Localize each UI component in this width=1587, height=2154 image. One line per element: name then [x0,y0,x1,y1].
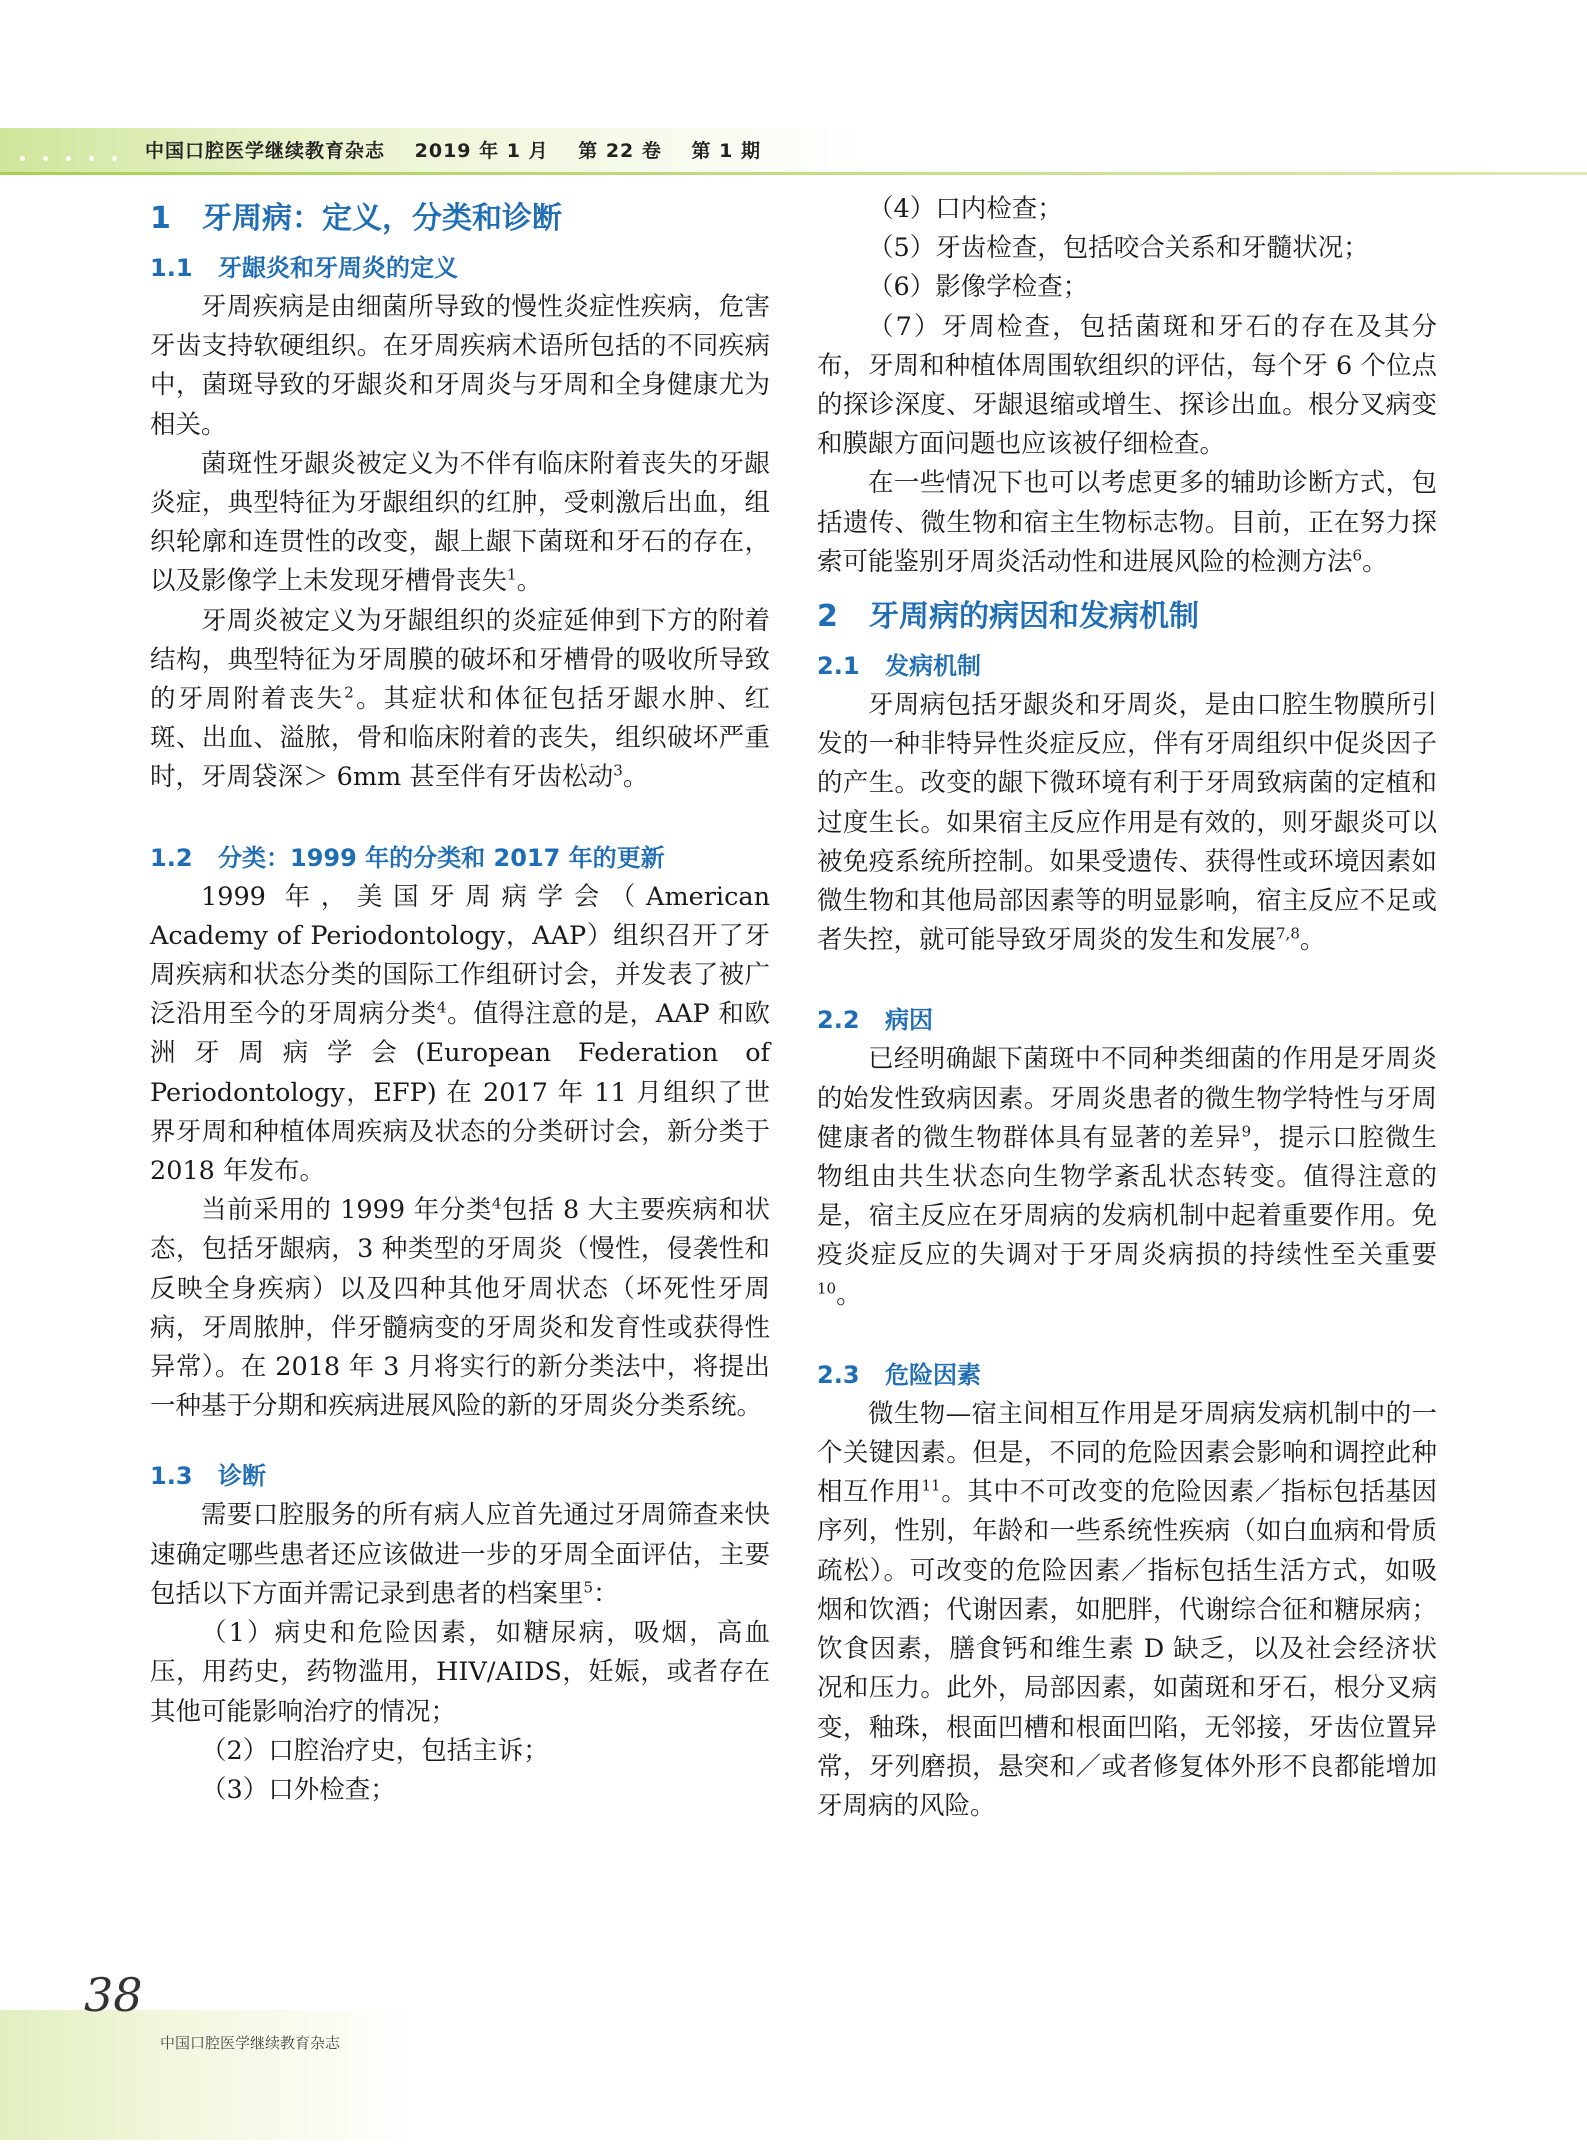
section-title: 分类：1999 年的分类和 2017 年的更新 [218,843,665,872]
section-title: 牙周病的病因和发病机制 [869,599,1199,635]
section-1-2-heading [150,838,770,878]
list-item: （6）影像学检查； [868,272,1089,303]
section-2-1-heading [817,646,1437,686]
section-2-3-heading [817,1355,1437,1395]
paragraph: 当前采用的 1999 年分类$^4$包括 8 大主要疾病和状态，包括牙龈病，3 种类型的牙周炎（慢性，侵袭性和反映全身疾病）以及四种其他牙周状态（坏死性牙周病，牙周脓肿，伴牙髓病变的牙周炎和发育性或获得性异常）。在 2018 年 3 月将实行的新分类法中，将提出一种基于分期和疾病进展风险的新的牙周炎分类系统。 [150,1194,770,1422]
citation: 5 [583,1578,594,1597]
list-item: （2）口腔治疗史，包括主诉； [201,1735,549,1766]
paragraph: 已经明确龈下菌斑中不同种类细菌的作用是牙周炎的始发性致病因素。牙周炎患者的微生物学特性与牙周健康者的微生物群体具有显著的差异$^9$，提示口腔微生物组由共生状态向生物学紊乱状态转变。值得注意的是，宿主反应在牙周病的发病机制中起着重要作用。免疫炎症反应的失调对于牙周炎病损的持续性至关重要$^{10}$。 [817,1044,1437,1310]
citation: 7,8 [1276,924,1300,943]
section-title: 诊断 [218,1462,266,1491]
section-title: 病因 [885,1006,933,1035]
paragraph: 牙周炎被定义为牙龈组织的炎症延伸到下方的附着结构，典型特征为牙周膜的破坏和牙槽骨的吸收所导致的牙周附着丧失$^2$。其症状和体征包括牙龈水肿、红斑、出血、溢脓，骨和临床附着的丧失，组织破坏严重时，牙周袋深＞ 6mm 甚至伴有牙齿松动$^3$。 [150,605,770,793]
list-item: （1）病史和危险因素，如糖尿病，吸烟，高血压，用药史，药物滥用，HIV/AIDS，妊娠，或者存在其他可能影响治疗的情况； [150,1618,770,1727]
header-volume: 第 22 卷 [578,140,662,162]
paragraph: 在一些情况下也可以考虑更多的辅助诊断方式，包括遗传、微生物和宿主生物标志物。目前，正在努力探索可能鉴别牙周炎活动性和进展风险的检测方法$^6$。 [817,468,1437,577]
section-1-heading [150,190,770,248]
paragraph: 牙周疾病是由细菌所导致的慢性炎症性疾病，危害牙齿支持软硬组织。在牙周疾病术语所包括的不同疾病中，菌斑导致的牙龈炎和牙周炎与牙周和全身健康尤为相关。 [150,292,770,440]
section-number: 1 [150,201,171,236]
citation: 1 [507,565,517,584]
left-column [150,190,770,1810]
citation: 10 [817,1279,837,1298]
running-header [145,136,783,163]
section-title: 牙周病：定义，分类和诊断 [202,201,562,236]
section-number: 1.2 [150,843,193,872]
list-item: （7）牙周检查，包括菌斑和牙石的存在及其分布，牙周和种植体周围软组织的评估，每个牙 6 个位点的探诊深度、牙龈退缩或增生、探诊出血。根分叉病变和膜龈方面问题也应该被仔细检查。 [817,311,1437,460]
section-number: 1.3 [150,1462,193,1491]
citation: 9 [1241,1122,1252,1141]
list-item: （3）口外检查； [201,1774,396,1805]
section-2-heading [817,588,1437,646]
citation: 3 [613,761,623,780]
citation: 4 [436,998,447,1017]
section-number: 2 [817,599,838,635]
paragraph: 牙周病包括牙龈炎和牙周炎，是由口腔生物膜所引发的一种非特异性炎症反应，伴有牙周组织中促炎因子的产生。改变的龈下微环境有利于牙周致病菌的定植和过度生长。如果宿主反应作用是有效的，则牙龈炎可以被免疫系统所控制。如果受遗传、获得性或环境因素如微生物和其他局部因素等的明显影响，宿主反应不足或者失控，就可能导致牙周炎的发生和发展$^{7,8}$。 [817,690,1437,956]
list-item: （4）口内检查； [868,194,1063,224]
citation: 11 [921,1476,941,1495]
paragraph: 微生物—宿主间相互作用是牙周病发病机制中的一个关键因素。但是，不同的危险因素会影响和调控此种相互作用$^{11}$。其中不可改变的危险因素／指标包括基因序列，性别，年龄和一些系统性疾病（如白血病和骨质疏松）。可改变的危险因素／指标包括生活方式，如吸烟和饮酒；代谢因素，如肥胖，代谢综合征和糖尿病；饮食因素，膳食钙和维生素 D 缺乏，以及社会经济状况和压力。此外，局部因素，如菌斑和牙石，根分叉病变，釉珠，根面凹槽和根面凹陷，无邻接，牙齿位置异常，牙列磨损，悬突和／或者修复体外形不良都能增加牙周病的风险。 [817,1398,1437,1821]
header-date: 2019 年 1 月 [414,140,549,162]
section-title: 发病机制 [885,652,981,681]
list-item: （5）牙齿检查，包括咬合关系和牙髓状况； [868,233,1369,264]
citation: 2 [344,683,354,702]
section-number: 2.1 [817,652,860,681]
paragraph: 需要口腔服务的所有病人应首先通过牙周筛查来快速确定哪些患者还应该做进一步的牙周全面评估，主要包括以下方面并需记录到患者的档案里$^5$： [150,1500,770,1609]
footer-band [0,2010,420,2140]
section-title: 牙龈炎和牙周炎的定义 [218,254,458,282]
footer-journal-title: 中国口腔医学继续教育杂志 [160,2034,341,2052]
section-number: 2.3 [817,1360,860,1389]
section-number: 1.1 [150,254,193,282]
header-issue: 第 1 期 [691,140,761,162]
section-1-1-heading [150,248,770,288]
header-rule [0,172,1587,175]
section-title: 危险因素 [885,1360,981,1389]
paragraph: 1999 年，美国牙周病学会（American Academy of Periodontology，AAP）组织召开了牙周疾病和状态分类的国际工作组研讨会，并发表了被广泛沿用至今的牙周病分类$^4$。值得注意的是，AAP 和欧洲牙周病学会(European Federation of Periodontology，EFP) 在 2017 年 11 月组织了世界牙周和种植体周疾病及状态的分类研讨会，新分类于 2018 年发布。 [150,881,770,1187]
header-dots-decoration [20,146,135,165]
header-journal: 中国口腔医学继续教育杂志 [145,140,386,162]
citation: 6 [1352,546,1363,565]
citation: 4 [492,1194,502,1213]
right-column [817,190,1437,1826]
page-number: 38 [84,1968,143,2022]
section-2-2-heading [817,1000,1437,1040]
section-number: 2.2 [817,1006,860,1035]
section-1-3-heading [150,1456,770,1496]
paragraph: 菌斑性牙龈炎被定义为不伴有临床附着丧失的牙龈炎症，典型特征为牙龈组织的红肿，受刺激后出血，组织轮廓和连贯性的改变，龈上龈下菌斑和牙石的存在，以及影像学上未发现牙槽骨丧失$^1$。 [150,448,770,597]
